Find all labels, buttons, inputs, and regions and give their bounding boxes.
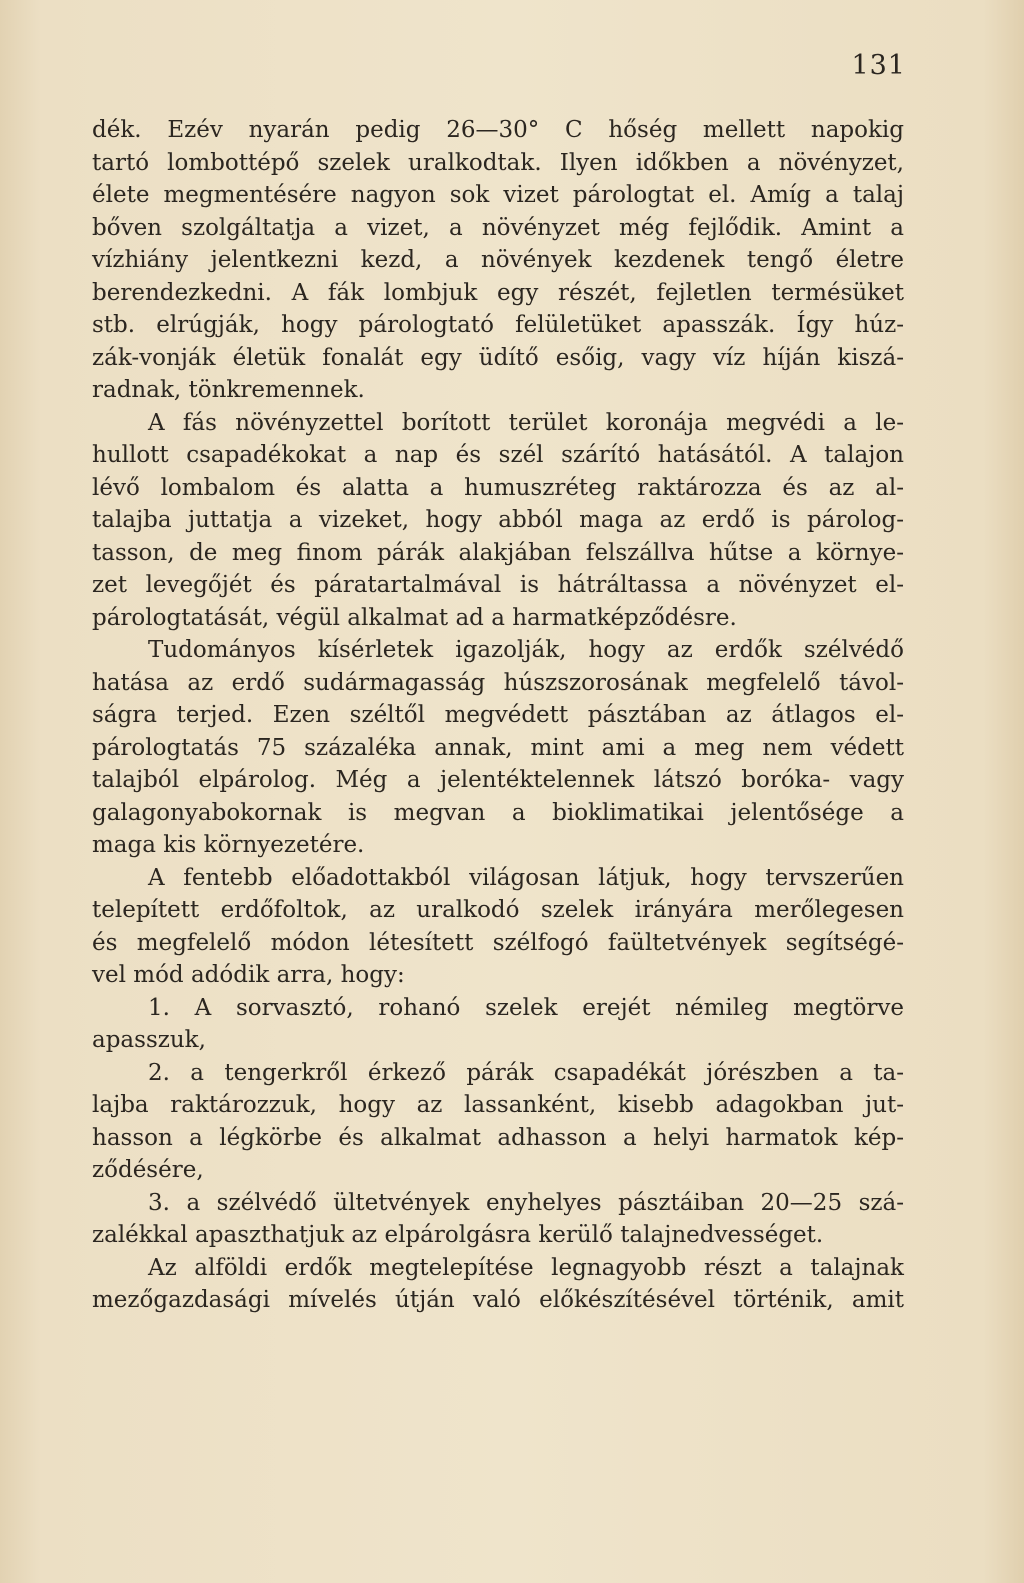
text-line: zák-vonják életük fonalát egy üdítő esőig, vagy víz híján kiszá- [92,344,904,371]
text-line: apasszuk, [92,1027,206,1053]
text-line: tasson, de meg finom párák alakjában felszállva hűtse a környe- [92,539,904,566]
text-line: és megfelelő módon létesített szélfogó faültetvények segítségé- [92,929,904,956]
text-line: dék. Ezév nyarán pedig 26—30° C hőség mellett napokig [92,117,904,143]
text-line: zalékkal apaszthatjuk az elpárolgásra kerülő talajnedvességet. [92,1222,824,1248]
text-line: berendezkedni. A fák lombjuk egy részét, fejletlen termésüket [92,279,904,306]
text-line: tartó lombottépő szelek uralkodtak. Ilyen időkben a növényzet, [92,149,904,176]
text-line: ságra terjed. Ezen széltől megvédett pásztában az átlagos el- [92,702,904,728]
text-line: zet levegőjét és páratartalmával is hátráltassa a növényzet el- [92,572,904,598]
text-line: talajba juttatja a vizeket, hogy abból maga az erdő is párolog- [92,507,904,533]
paragraph [92,634,904,862]
text-line: hullott csapadékokat a nap és szél szárító hatásától. A talajon [92,442,904,468]
body-text [92,114,904,1317]
text-line: Az alföldi erdők megtelepítése legnagyobb részt a talajnak [148,1254,904,1281]
text-line: Tudományos kísérletek igazolják, hogy az erdők szélvédő [148,637,904,663]
text-line: vel mód adódik arra, hogy: [92,962,405,988]
text-line: párologtatás 75 százaléka annak, mint ami a meg nem védett [92,734,904,761]
text-line: élete megmentésére nagyon sok vizet párologtat el. Amíg a talaj [92,182,904,208]
paragraph [92,407,904,635]
text-line: 2. a tengerkről érkező párák csapadékát jórészben a ta- [148,1059,904,1086]
text-line: 1. A sorvasztó, rohanó szelek erejét némileg megtörve [148,994,904,1021]
list-item [92,1057,904,1187]
paragraph [92,1252,904,1317]
text-line: mezőgazdasági mívelés útján való előkészítésével történik, amit [92,1287,904,1313]
text-line: párologtatását, végül alkalmat ad a harmatképződésre. [92,604,737,631]
page-number: 131 [851,50,906,81]
text-line: lévő lombalom és alatta a humuszréteg raktározza és az al- [92,474,904,501]
text-line: maga kis környezetére. [92,832,365,858]
text-line: hatása az erdő sudármagasság húszszorosának megfelelő távol- [92,669,904,696]
text-line: talajból elpárolog. Még a jelentéktelennek látszó boróka- vagy [92,767,904,793]
text-line: lajba raktározzuk, hogy az lassanként, kisebb adagokban jut- [92,1092,904,1118]
text-line: bőven szolgáltatja a vizet, a növényzet még fejlődik. Amint a [92,214,904,241]
text-line: A fás növényzettel borított terület koronája megvédi a le- [148,409,904,436]
text-line: stb. elrúgják, hogy párologtató felületüket apasszák. Így húz- [92,312,904,338]
text-line: vízhiány jelentkezni kezd, a növények kezdenek tengő életre [92,247,904,273]
text-line: radnak, tönkremennek. [92,377,365,403]
list-item [92,992,904,1057]
text-line: hasson a légkörbe és alkalmat adhasson a helyi harmatok kép- [92,1124,904,1151]
paragraph [92,114,904,407]
text-line: 3. a szélvédő ültetvények enyhelyes pásztáiban 20—25 szá- [148,1189,904,1216]
text-line: galagonyabokornak is megvan a bioklimatikai jelentősége a [92,799,904,826]
paragraph [92,862,904,992]
text-line: ződésére, [92,1157,204,1183]
text-line: telepített erdőfoltok, az uralkodó szelek irányára merőlegesen [92,897,904,923]
list-item [92,1187,904,1252]
text-line: A fentebb előadottakból világosan látjuk, hogy tervszerűen [148,864,904,891]
